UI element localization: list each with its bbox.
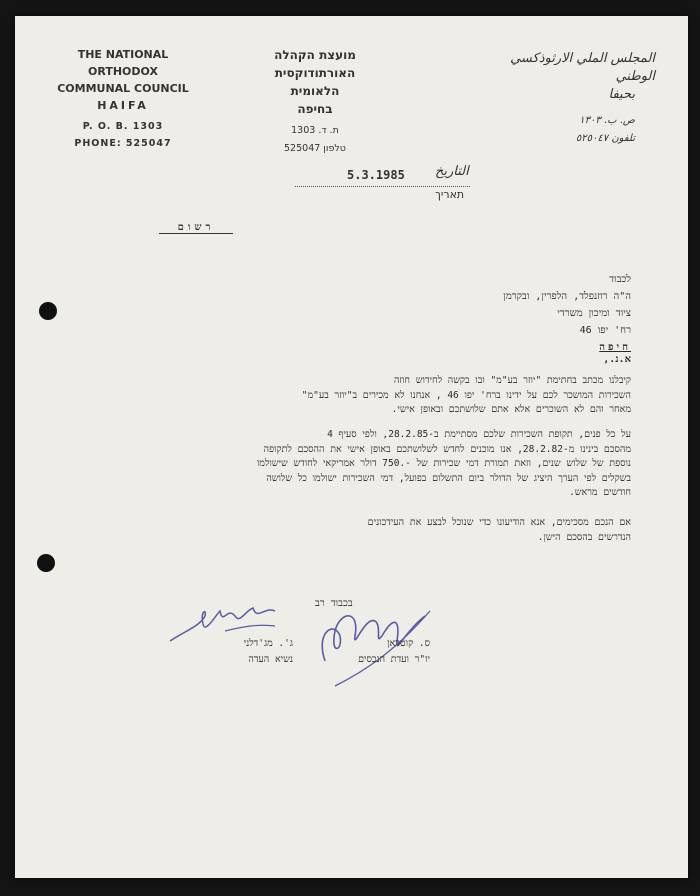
signatory-title: יו"ר ועדת הנכסים	[358, 654, 430, 665]
signatory-name: ס. קוטראן	[387, 638, 430, 649]
recipient-line2: ה"ה רוזנפלד, הלפרין, ובקרמן	[503, 291, 631, 302]
letterhead-english-pob: P. O. B. 1303	[82, 121, 164, 132]
signatory-title: נשיא העדה	[248, 654, 293, 665]
letterhead-arabic-line1: المجلس الملي الارثوذكسي الوطني	[510, 51, 655, 84]
letterhead-english	[53, 46, 193, 152]
letterhead-arabic	[495, 50, 655, 148]
letterhead-english-line2: COMMUNAL COUNCIL	[57, 82, 189, 95]
recipient-line4: רח' יפו 46	[579, 325, 631, 336]
recipient-address	[331, 271, 631, 356]
body-line: הנדרשים בהסכם הישן.	[537, 531, 631, 543]
date-label-arabic: التاريخ	[435, 164, 469, 179]
body-line: אם הנכם מסכימים, אנא הודיעונו כדי שנוכל לבצע את העידכונים	[367, 517, 631, 528]
date-value: 5.3.1985	[347, 168, 405, 182]
body-line: בשקלים לפי הערך היציג של הדולר ביום התשלום בפועל, דמי השכירות ישולמו כל שלושה	[266, 472, 631, 484]
body-line: נוספת של שלוש שנים, וזאת תמורת דמי שכירות של -.750 דולר אמריקאי לחודש שישולמו	[256, 458, 631, 469]
signatory-2	[244, 636, 293, 668]
letterhead-hebrew-phone: טלפון 525047	[284, 143, 346, 154]
recipient-line1: לכבוד	[609, 274, 631, 285]
letterhead-hebrew-pob: ת. ד. 1303	[291, 125, 339, 136]
body-line: על כל פנים, תקופת השכירות שלכם מסתיימת ב-28.2.85, ולפי סעיף 4	[327, 429, 631, 440]
letterhead-english-line3: HAIFA	[97, 99, 149, 112]
signatory-name: ג'. מג'דלני	[243, 638, 293, 649]
letterhead-arabic-pob: ص. ب. ١٣٠٣	[579, 115, 635, 126]
greeting: א.נ.,	[603, 354, 631, 365]
body-paragraph-1	[71, 374, 631, 418]
recipient-line3: ציוד ומיכון משרדי	[557, 308, 631, 319]
letterhead-hebrew-line3: בחיפה	[297, 102, 333, 116]
date-label-hebrew: תאריך	[435, 188, 465, 201]
letterhead-hebrew-line1: מועצת הקהלה	[274, 48, 356, 62]
punch-hole	[37, 554, 55, 572]
body-line: מהסכם בינינו מ-28.2.82, אנו מוכנים לחדש לשלושתכם באופן אישי את ההסכם לתקופה	[263, 443, 631, 455]
letterhead-english-phone: PHONE: 525047	[74, 138, 172, 149]
body-line: חודשים מראש.	[569, 487, 631, 498]
letterhead-arabic-phone: تلفون ٥٢٥٠٤٧	[575, 133, 635, 144]
letterhead-english-line1: THE NATIONAL ORTHODOX	[77, 48, 169, 78]
body-paragraph-2	[71, 428, 631, 501]
body-paragraph-3	[71, 516, 631, 545]
signatory-1	[358, 636, 430, 668]
punch-hole	[39, 302, 57, 320]
recipient-city: חיפה	[599, 342, 631, 353]
letterhead-hebrew	[255, 46, 375, 158]
closing: בכבוד רב	[315, 598, 353, 609]
letterhead-arabic-line2: بحيفا	[608, 87, 635, 102]
body-line: קיבלנו מכתב בחתימת "יוזר בע"מ" ובו בקשה לחידוש חוזה	[393, 375, 631, 386]
letterhead-hebrew-line2: האורתודוקסית הלאומית	[274, 66, 356, 98]
letter-page	[15, 16, 688, 878]
body-line: מאחר והם לא השוכרים אלא אתם שלושתכם ובאופן אישי.	[391, 404, 631, 415]
registered-mark: רשום	[159, 222, 233, 234]
body-line: השכירות המושכר לכם על ידינו ברח' יפו 46 , אנחנו לא מכירים ב"יוזר בע"מ"	[301, 389, 631, 401]
